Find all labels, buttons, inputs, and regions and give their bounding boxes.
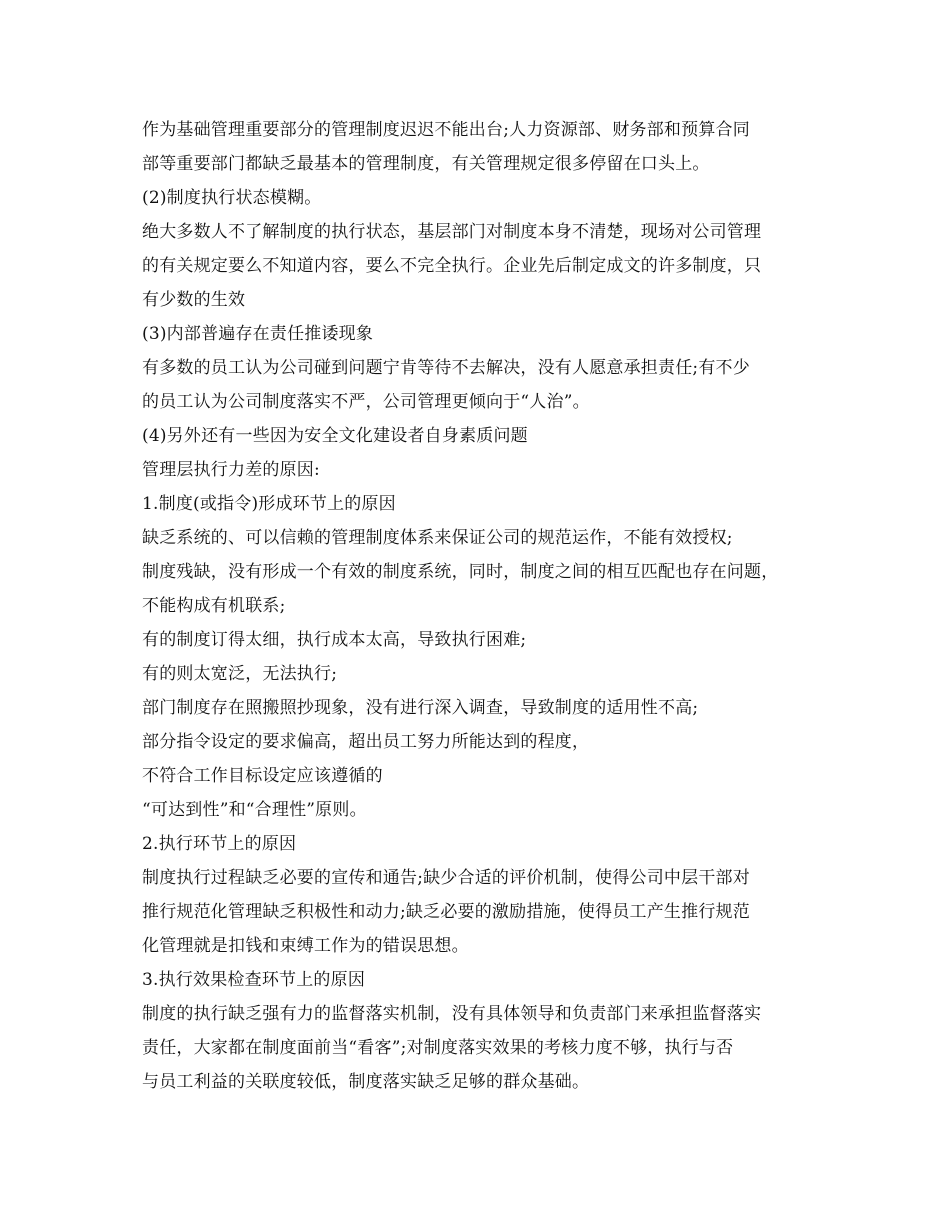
text-line: 有的则太宽泛，无法执行; [142, 664, 338, 684]
text-line: 有多数的员工认为公司碰到问题宁肯等待不去解决，没有人愿意承担责任;有不少 [142, 358, 750, 378]
text-line: 化管理就是扣钱和束缚工作为的错误思想。 [142, 936, 469, 956]
text-line: 责任，大家都在制度面前当“看客”;对制度落实效果的考核力度不够，执行与否 [142, 1038, 734, 1058]
text-line: 部分指令设定的要求偏高，超出员工努力所能达到的程度， [142, 732, 590, 752]
text-line: 不能构成有机联系; [142, 596, 286, 616]
text-line: 制度的执行缺乏强有力的监督落实机制，没有具体领导和负责部门来承担监督落实 [142, 1004, 762, 1024]
text-line: 不符合工作目标设定应该遵循的 [142, 766, 383, 786]
text-line: 作为基础管理重要部分的管理制度迟迟不能出台;人力资源部、财务部和预算合同 [142, 120, 750, 140]
text-line: 制度执行过程缺乏必要的宣传和通告;缺少合适的评价机制，使得公司中层干部对 [142, 868, 750, 888]
section-heading: 1.制度(或指令)形成环节上的原因 [142, 494, 396, 514]
document-body [142, 113, 832, 1099]
text-line: 部门制度存在照搬照抄现象，没有进行深入调查，导致制度的适用性不高; [142, 698, 699, 718]
text-line: 制度残缺，没有形成一个有效的制度系统，同时，制度之间的相互匹配也存在问题， [142, 562, 779, 582]
section-heading: (4)另外还有一些因为安全文化建设者自身素质问题 [142, 426, 528, 446]
text-line: 与员工利益的关联度较低，制度落实缺乏足够的群众基础。 [142, 1072, 590, 1092]
text-line: 推行规范化管理缺乏积极性和动力;缺乏必要的激励措施，使得员工产生推行规范 [142, 902, 750, 922]
text-line: 绝大多数人不了解制度的执行状态，基层部门对制度本身不清楚，现场对公司管理 [142, 222, 762, 242]
text-line: 有的制度订得太细，执行成本太高，导致执行困难; [142, 630, 527, 650]
section-heading: (2)制度执行状态模糊。 [142, 188, 322, 208]
section-heading: 2.执行环节上的原因 [142, 834, 297, 854]
section-heading: 3.执行效果检查环节上的原因 [142, 970, 366, 990]
text-line: “可达到性”和“合理性”原则。 [142, 800, 367, 820]
text-line: 缺乏系统的、可以信赖的管理制度体系来保证公司的规范运作，不能有效授权; [142, 528, 733, 548]
section-heading: (3)内部普遍存在责任推诿现象 [142, 324, 374, 344]
text-line: 管理层执行力差的原因: [142, 460, 320, 480]
text-line: 部等重要部门都缺乏最基本的管理制度，有关管理规定很多停留在口头上。 [142, 154, 710, 174]
text-line: 的有关规定要么不知道内容，要么不完全执行。企业先后制定成文的许多制度，只 [142, 256, 762, 276]
text-line: 的员工认为公司制度落实不严，公司管理更倾向于“人治”。 [142, 392, 590, 412]
text-line: 有少数的生效 [142, 290, 246, 310]
